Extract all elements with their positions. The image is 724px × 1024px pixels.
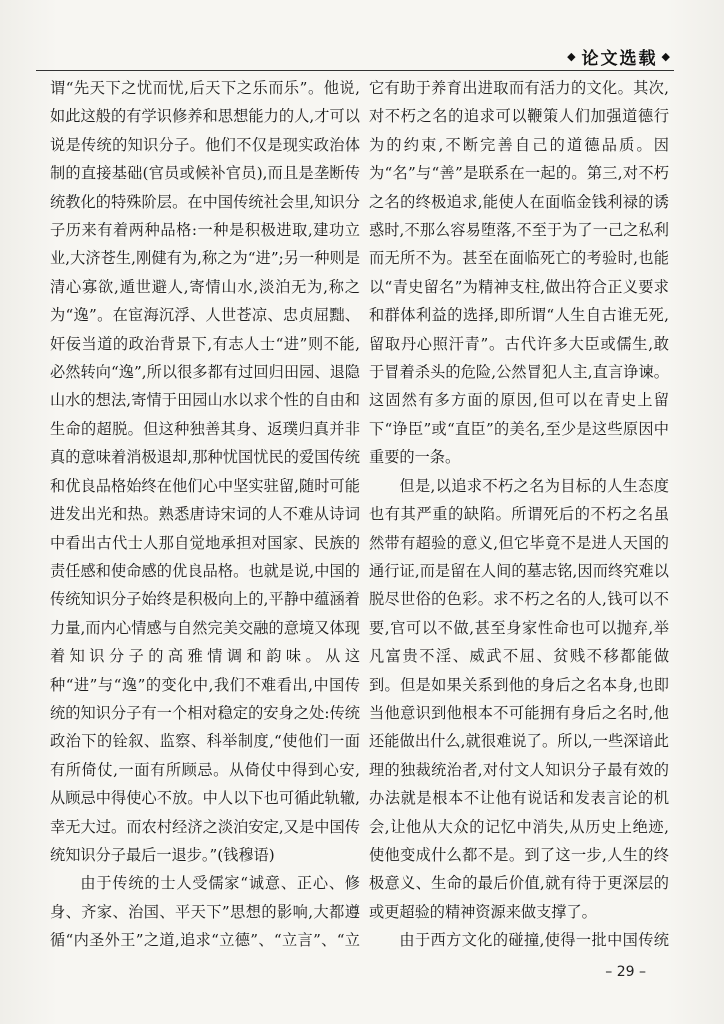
section-title: 论文选载	[581, 49, 658, 69]
paragraph: 由于西方文化的碰撞,使得一批中国传统	[399, 931, 669, 950]
diamond-icon: ◆	[661, 50, 672, 63]
paragraph: 由于传统的士人受儒家“诚意、正心、修身、齐家、治国、平天下”思想的影响,大都遵循“内圣外王”之道,追求“立德”、“立言”、“立	[50, 874, 360, 950]
diamond-icon: ◆	[567, 50, 578, 63]
paragraph: 它有助于养育出进取而有活力的文化。其次,对不朽之名的追求可以鞭策人们加强道德行为的约束,不断完善自己的道德品质。因为“名”与“善”是联系在一起的。第三,对不朽之名的终极追求,能使人在面临金钱利禄的诱惑时,不那么容易堕落,不至于为了一己之私利而无所不为。甚至在面临死亡的考验时,也能以“青史留名”为精神支柱,做出符合正义要求和群体利益的选择,即所谓“人生自古谁无死,留取丹心照汗青”。古代许多大臣或儒生,敢于冒着杀头的危险,公然冒犯人主,直言诤谏。这固然有多方面的原因,但可以在青史上留下“诤臣”或“直臣”的美名,至少是这些原因中重要的一条。	[369, 79, 669, 467]
right-column	[369, 74, 669, 954]
header-rule	[36, 70, 674, 71]
page-number: – 29 –	[605, 964, 646, 980]
section-header	[567, 44, 672, 69]
paragraph: 但是,以追求不朽之名为目标的人生态度也有其严重的缺陷。所谓死后的不朽之名虽然带有超验的意义,但它毕竟不是进人天国的通行证,而是留在人间的墓志铭,因而终究难以脱尽世俗的色彩。求不朽之名的人,钱可以不要,官可以不做,甚至身家性命也可以抛弃,举凡富贵不淫、威武不屈、贫贱不移都能做到。但是如果关系到他的身后之名本身,也即当他意识到他根本不可能拥有身后之名时,他还能做出什么,就很难说了。所以,一些深谙此理的独裁统治者,对付文人知识分子最有效的办法就是根本不让他有说话和发表言论的机会,让他从大众的记忆中消失,从历史上绝迹,使他变成什么都不是。到了这一步,人生的终极意义、生命的最后价值,就有待于更深层的或更超验的精神资源来做支撑了。	[369, 476, 669, 921]
paragraph: 谓“先天下之忧而忧,后天下之乐而乐”。他说,如此这般的有学识修养和思想能力的人,才可以说是传统的知识分子。他们不仅是现实政治体制的直接基础(官员或候补官员),而且是垄断传统教化的特殊阶层。在中国传统社会里,知识分子历来有着两种品格:一种是积极进取,建功立业,大济苍生,刚健有为,称之为“进”;另一种则是清心寡欲,遁世避人,寄情山水,淡泊无为,称之为“逸”。在宦海沉浮、人世苍凉、忠贞屈黜、奸佞当道的政治背景下,有志人士“进”则不能,必然转向“逸”,所以很多都有过回归田园、退隐山水的想法,寄情于田园山水以求个性的自由和生命的超脱。但这种独善其身、返璞归真并非真的意味着消极退却,那种忧国忧民的爱国传统和优良品格始终在他们心中坚实驻留,随时可能进发出光和热。熟悉唐诗宋词的人不难从诗词中看出古代士人那自觉地承担对国家、民族的责任感和使命感的优良品格。也就是说,中国的传统知识分子始终是积极向上的,平静中蕴涵着力量,而内心情感与自然完美交融的意境又体现着知识分子的高雅情调和韵味。从这种“进”与“逸”的变化中,我们不难看出,中国传统的知识分子有一个相对稳定的安身之处:传统政治下的铨叙、监察、科举制度,“使他们一面有所倚仗,一面有所顾忌。从倚仗中得到心安,从顾忌中得使心不放。中人以下也可循此轨辙,幸无大过。而农村经济之淡泊安定,又是中国传统知识分子最后一退步。”(钱穆语)	[50, 79, 360, 864]
left-column	[50, 74, 360, 954]
